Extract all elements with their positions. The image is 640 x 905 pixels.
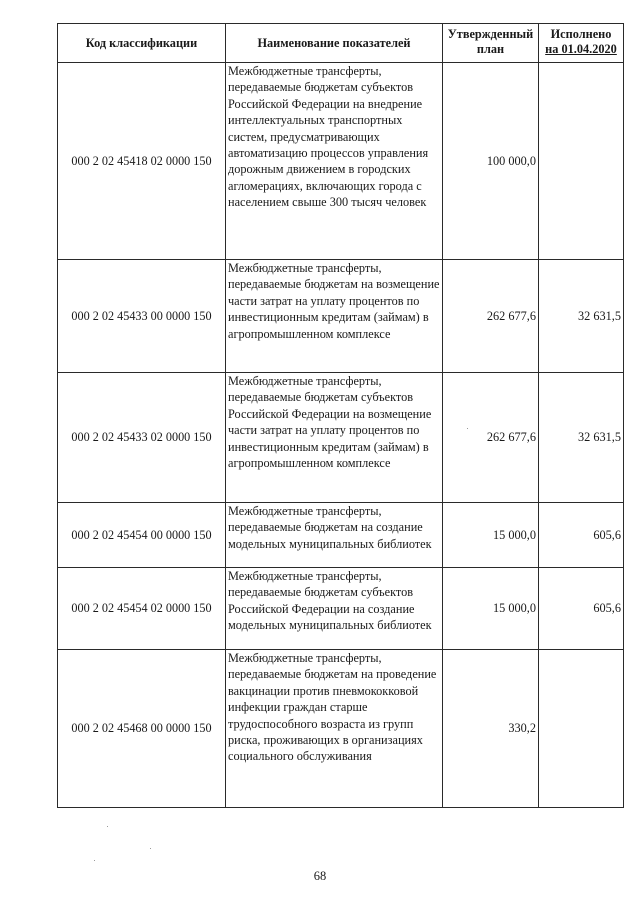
header-done: [539, 24, 624, 63]
row-code: 000 2 02 45418 02 0000 150: [58, 63, 226, 260]
row-done: 605,6: [539, 568, 624, 650]
row-name: Межбюджетные трансферты, передаваемые бюджетам на возмещение части затрат на уплату процентов по инвестиционным кредитам (займам) в агропромышленном комплексе: [226, 260, 443, 373]
row-done: 605,6: [539, 503, 624, 568]
row-code: 000 2 02 45433 02 0000 150: [58, 373, 226, 503]
header-plan: [443, 24, 539, 63]
row-plan: 262 677,6: [443, 373, 539, 503]
row-plan: 262 677,6: [443, 260, 539, 373]
row-code: 000 2 02 45468 00 0000 150: [58, 650, 226, 808]
row-name: Межбюджетные трансферты, передаваемые бюджетам на проведение вакцинации против пневмококковой инфекции граждан старше трудоспособного возраста из групп риска, проживающих в организациях социального обслуживания: [226, 650, 443, 808]
header-plan-line2: план: [476, 42, 505, 56]
header-code: Код классификации: [58, 24, 226, 63]
row-plan: 15 000,0: [443, 503, 539, 568]
row-done: 32 631,5: [539, 260, 624, 373]
row-plan: 100 000,0: [443, 63, 539, 260]
row-name: Межбюджетные трансферты, передаваемые бюджетам субъектов Российской Федерации на внедрение интеллектуальных транспортных систем, предусматривающих автоматизацию процессов управления дорожным движением в городских агломерациях, включающих города с населением свыше 300 тысяч человек: [226, 63, 443, 260]
table-row: [58, 503, 624, 568]
page-number: 68: [313, 869, 327, 883]
row-done: 32 631,5: [539, 373, 624, 503]
header-done-line2: на 01.04.2020: [545, 42, 617, 56]
row-code: 000 2 02 45433 00 0000 150: [58, 260, 226, 373]
table-row: [58, 373, 624, 503]
scan-speck: [467, 428, 468, 429]
row-name: Межбюджетные трансферты, передаваемые бюджетам субъектов Российской Федерации на возмещение части затрат на уплату процентов по инвестиционным кредитам (займам) в агропромышленном комплексе: [226, 373, 443, 503]
row-plan: 330,2: [443, 650, 539, 808]
header-name: Наименование показателей: [226, 24, 443, 63]
row-code: 000 2 02 45454 02 0000 150: [58, 568, 226, 650]
table-header-row: [58, 24, 624, 63]
row-name: Межбюджетные трансферты, передаваемые бюджетам субъектов Российской Федерации на создание модельных муниципальных библиотек: [226, 568, 443, 650]
budget-execution-table: [57, 23, 624, 808]
scan-speck: [94, 860, 95, 861]
row-done: [539, 63, 624, 260]
header-plan-line1: Утвержденный: [447, 27, 534, 41]
table-row: [58, 650, 624, 808]
scan-speck: [107, 826, 108, 827]
table-row: [58, 63, 624, 260]
table-row: [58, 260, 624, 373]
row-plan: 15 000,0: [443, 568, 539, 650]
scan-speck: [150, 848, 151, 849]
row-done: [539, 650, 624, 808]
row-code: 000 2 02 45454 00 0000 150: [58, 503, 226, 568]
row-name: Межбюджетные трансферты, передаваемые бюджетам на создание модельных муниципальных библиотек: [226, 503, 443, 568]
table-row: [58, 568, 624, 650]
header-done-line1: Исполнено: [550, 27, 612, 41]
